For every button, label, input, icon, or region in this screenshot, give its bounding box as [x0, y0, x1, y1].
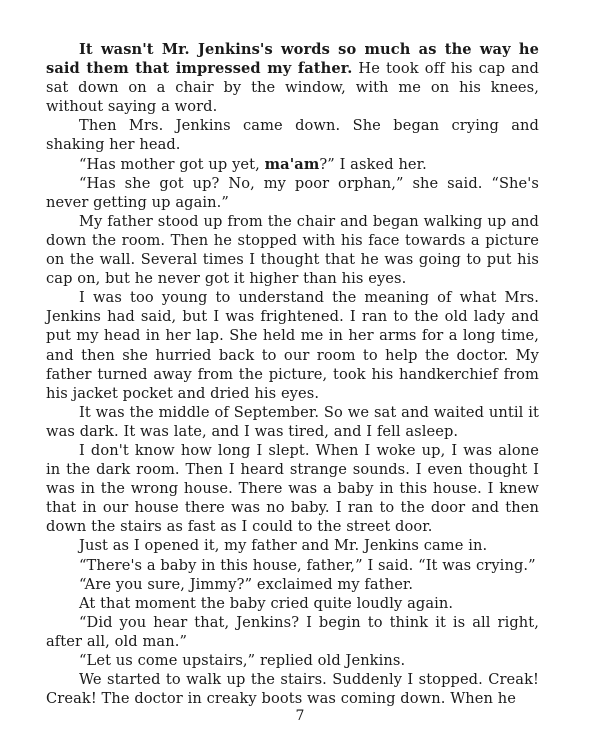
- paragraph: I don't know how long I slept. When I woke up, I was alone in the dark room. Then I heard strange sounds. I even thought I was in the wrong house. There was a baby in this house. I knew that in our house there was no baby. I ran to the door and then down the stairs as fast as I could to the street door.: [46, 441, 539, 536]
- paragraph: “Has she got up? No, my poor orphan,” she said. “She's never getting up again.”: [46, 174, 539, 211]
- paragraph: [46, 155, 539, 174]
- paragraph: “Did you hear that, Jenkins? I begin to think it is all right, after all, old man.”: [46, 613, 539, 650]
- page-number: 7: [295, 708, 305, 724]
- paragraph: Just as I opened it, my father and Mr. Jenkins came in.: [79, 537, 488, 555]
- paragraph: At that moment the baby cried quite loudly again.: [79, 594, 454, 612]
- paragraph: We started to walk up the stairs. Suddenly I stopped. Creak! Creak! The doctor in creaky boots was coming down. When he: [46, 671, 539, 708]
- paragraph: “There's a baby in this house, father,” I said. “It was crying.”: [79, 556, 536, 574]
- page-body: [46, 40, 539, 708]
- paragraph: My father stood up from the chair and began walking up and down the room. Then he stopped with his face towards a picture on the wall. Several times I thought that he was going to put his cap on, but he never got it higher than his eyes.: [46, 212, 539, 288]
- bold-word: ma'am: [264, 155, 320, 173]
- paragraph-text: ?” I asked her.: [319, 155, 427, 173]
- paragraph: [46, 40, 539, 116]
- paragraph: Then Mrs. Jenkins came down. She began crying and shaking her head.: [46, 117, 539, 154]
- paragraph: “Let us come upstairs,” replied old Jenkins.: [79, 652, 406, 669]
- paragraph: I was too young to understand the meaning of what Mrs. Jenkins had said, but I was frightened. I ran to the old lady and put my head in her lap. She held me in her arms for a long time, and then she hurried back to our room to help the doctor. My father turned away from the picture, took his handkerchief from his jacket pocket and dried his eyes.: [46, 289, 539, 402]
- paragraph-text: He took off his cap and sat down on a chair by the window, with me on his knees, without saying a word.: [46, 60, 539, 116]
- paragraph: “Are you sure, Jimmy?” exclaimed my father.: [79, 575, 414, 593]
- bold-lead: It wasn't Mr. Jenkins's words so much as the way he said them that impressed my father.: [46, 41, 539, 78]
- paragraph: It was the middle of September. So we sat and waited until it was dark. It was late, and I was tired, and I fell asleep.: [46, 403, 539, 440]
- paragraph-text: “Has mother got up yet,: [79, 155, 265, 173]
